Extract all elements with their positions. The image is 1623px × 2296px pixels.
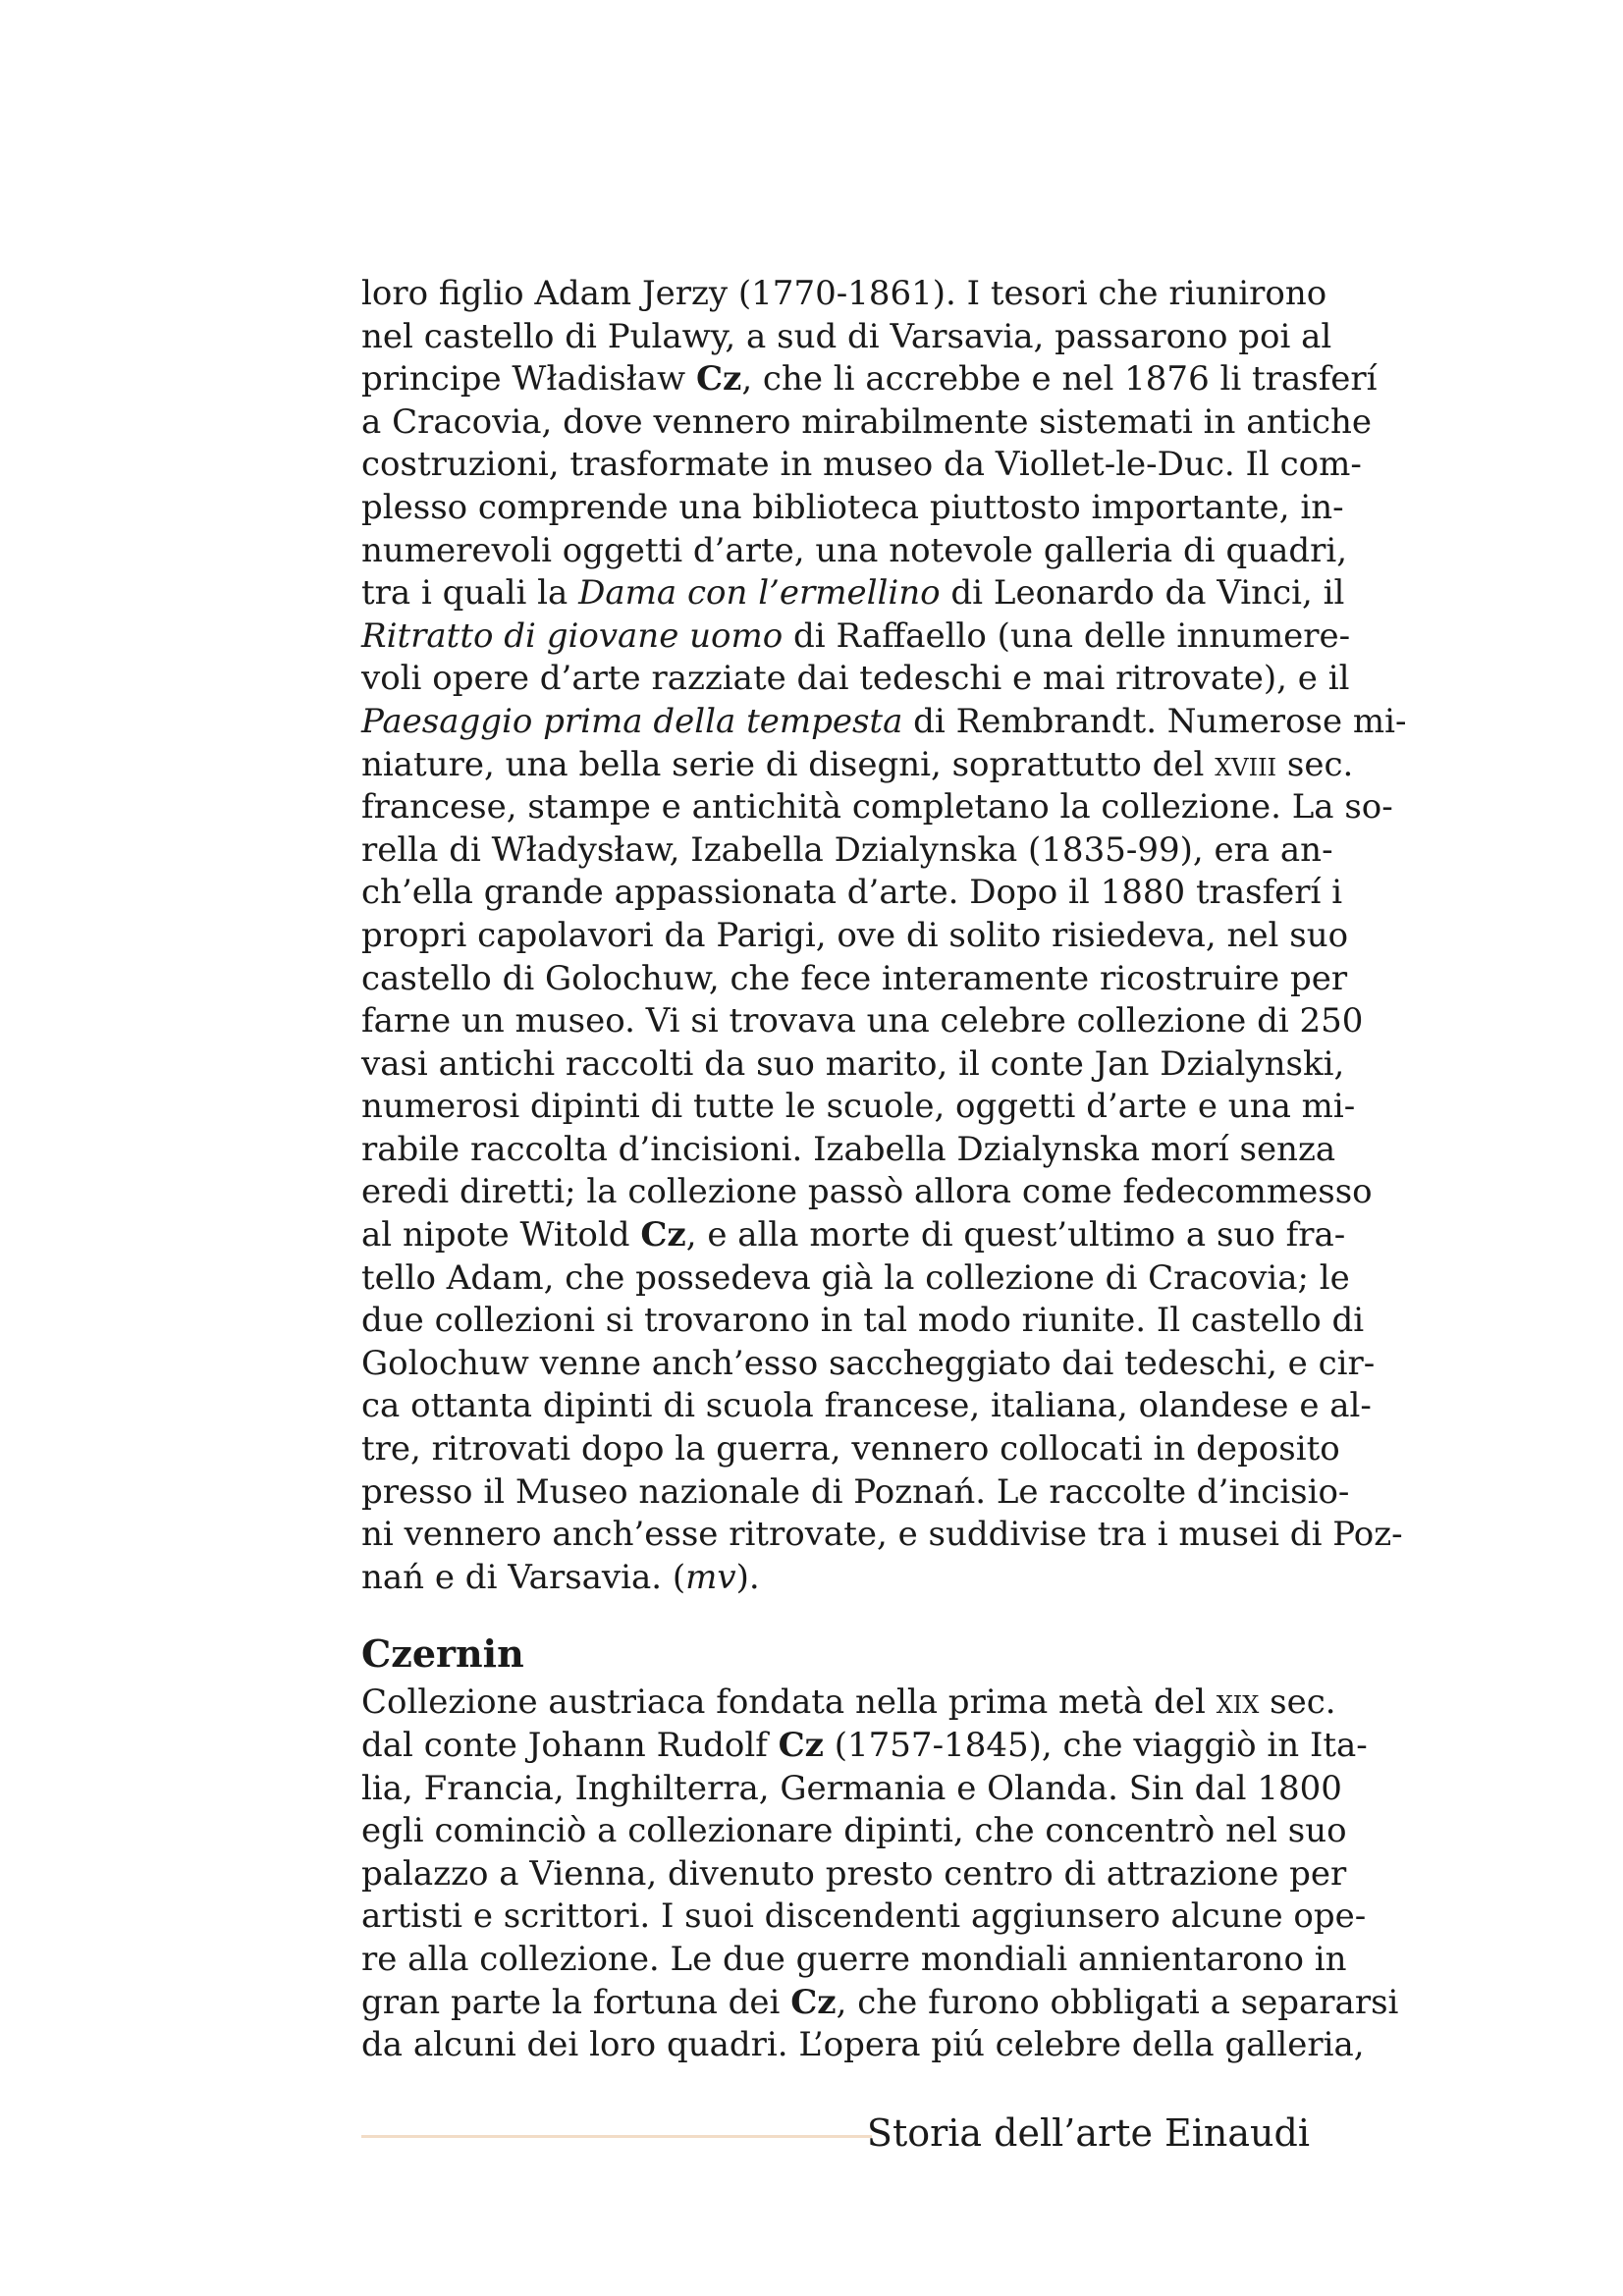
- text-line: [361, 401, 1372, 445]
- text-segment: ni vennero anch’esse ritrovate, e suddivise tra i musei di Poz-: [361, 1515, 1403, 1555]
- footer-rule: [361, 2135, 872, 2138]
- text-segment: , che furono obbligati a separarsi: [836, 1982, 1399, 2022]
- text-segment: dal conte Johann Rudolf: [361, 1726, 779, 1765]
- text-segment: due collezioni si trovarono in tal modo riunite. Il castello di: [361, 1301, 1365, 1341]
- text-line: [361, 615, 1351, 659]
- text-line: [361, 530, 1348, 573]
- text-segment: rella di Władysław, Izabella Dzialynska (1835-99), era an-: [361, 829, 1333, 870]
- text-segment: di Rembrandt. Numerose mi-: [902, 701, 1407, 741]
- text-line: [361, 829, 1333, 873]
- text-line: [361, 2024, 1365, 2067]
- text-column: [361, 273, 1407, 2067]
- text-segment: Collezione austriaca fondata nella prima metà del: [361, 1682, 1217, 1723]
- italic-text: Ritratto di giovane uomo: [361, 615, 784, 656]
- text-segment: nań e di Varsavia. (: [361, 1557, 686, 1597]
- text-segment: re alla collezione. Le due guerre mondiali annientarono in: [361, 1939, 1347, 1979]
- text-segment: numerevoli oggetti d’arte, una notevole galleria di quadri,: [361, 530, 1348, 570]
- text-segment: ch’ella grande appassionata d’arte. Dopo il 1880 trasferí i: [361, 873, 1343, 913]
- bold-text: Cz: [778, 1726, 824, 1765]
- text-line: [361, 1982, 1399, 2025]
- text-segment: tello Adam, che possedeva già la collezione di Cracovia; le: [361, 1257, 1350, 1298]
- text-segment: rabile raccolta d’incisioni. Izabella Dzialynska morí senza: [361, 1129, 1336, 1169]
- text-line: [361, 1257, 1350, 1301]
- footer-title: Storia dell’arte Einaudi: [866, 2111, 1310, 2155]
- text-segment: egli cominciò a collezionare dipinti, che concentrò nel suo: [361, 1811, 1347, 1851]
- text-segment: nel castello di Pulawy, a sud di Varsavia, passarono poi al: [361, 316, 1332, 356]
- text-line: [361, 1043, 1345, 1087]
- text-segment: farne un museo. Vi si trovava una celebre collezione di 250: [361, 1001, 1364, 1041]
- text-segment: palazzo a Vienna, divenuto presto centro di attrazione per: [361, 1853, 1347, 1894]
- text-segment: propri capolavori da Parigi, ove di solito risiedeva, nel suo: [361, 915, 1349, 955]
- text-line: [361, 1171, 1373, 1214]
- text-line: [361, 701, 1407, 744]
- text-line: [361, 1896, 1367, 1939]
- text-segment: al nipote Witold: [361, 1215, 641, 1255]
- text-line: [361, 1682, 1336, 1725]
- text-line: [361, 1428, 1340, 1471]
- text-segment: Golochuw venne anch’esso saccheggiato dai tedeschi, e cir-: [361, 1343, 1376, 1383]
- text-segment: lia, Francia, Inghilterra, Germania e Olanda. Sin dal 1800: [361, 1768, 1342, 1808]
- text-line: [361, 872, 1343, 915]
- bold-text: Cz: [640, 1215, 686, 1255]
- text-segment: principe Władisław: [361, 359, 696, 400]
- text-line: [361, 1000, 1364, 1043]
- text-segment: eredi diretti; la collezione passò allora come fedecommesso: [361, 1172, 1373, 1212]
- italic-text: mv: [685, 1557, 736, 1597]
- text-line: [361, 1810, 1347, 1853]
- text-line: [361, 572, 1345, 615]
- text-segment: sec.: [1276, 744, 1354, 784]
- text-line: [361, 1471, 1350, 1515]
- entry-body: [361, 1682, 1399, 2066]
- text-segment: artisti e scrittori. I suoi discendenti aggiunsero alcune ope-: [361, 1896, 1367, 1937]
- text-segment: , e alla morte di quest’ultimo a suo fra-: [685, 1215, 1346, 1255]
- text-segment: ).: [735, 1557, 760, 1597]
- bold-text: Cz: [695, 359, 742, 400]
- text-line: [361, 1129, 1336, 1172]
- text-segment: (1757-1845), che viaggiò in Ita-: [823, 1726, 1368, 1765]
- text-line: [361, 1086, 1356, 1129]
- text-line: [361, 1514, 1403, 1557]
- text-segment: castello di Golochuw, che fece interamente ricostruire per: [361, 958, 1348, 998]
- text-line: [361, 358, 1378, 401]
- text-line: [361, 1725, 1368, 1768]
- text-segment: voli opere d’arte razziate dai tedeschi e mai ritrovate), e il: [361, 659, 1350, 699]
- text-line: [361, 1214, 1346, 1257]
- text-segment: a Cracovia, dove vennero mirabilmente sistemati in antiche: [361, 401, 1372, 442]
- text-line: [361, 444, 1362, 487]
- text-line: [361, 1939, 1347, 1982]
- text-line: [361, 786, 1393, 829]
- text-line: [361, 1853, 1347, 1896]
- text-line: [361, 958, 1348, 1001]
- text-segment: tre, ritrovati dopo la guerra, vennero collocati in deposito: [361, 1429, 1340, 1469]
- text-segment: niature, una bella serie di disegni, soprattutto del: [361, 744, 1216, 784]
- text-line: [361, 915, 1349, 958]
- text-line: [361, 1300, 1365, 1343]
- text-segment: ca ottanta dipinti di scuola francese, italiana, olandese e al-: [361, 1386, 1372, 1426]
- italic-text: Paesaggio prima della tempesta: [361, 701, 903, 741]
- text-segment: loro figlio Adam Jerzy (1770-1861). I tesori che riunirono: [361, 274, 1327, 313]
- bold-text: Cz: [790, 1982, 837, 2022]
- text-segment: da alcuni dei loro quadri. L’opera piú celebre della galleria,: [361, 2025, 1365, 2065]
- text-segment: numerosi dipinti di tutte le scuole, oggetti d’arte e una mi-: [361, 1087, 1356, 1127]
- text-segment: sec.: [1259, 1682, 1336, 1723]
- text-line: [361, 487, 1344, 530]
- text-line: [361, 658, 1350, 701]
- entry-heading: Czernin: [361, 1631, 524, 1677]
- small-caps-text: xviii: [1215, 744, 1277, 784]
- text-segment: di Raffaello (una delle innumere-: [783, 615, 1351, 656]
- text-segment: costruzioni, trasformate in museo da Viollet-le-Duc. Il com-: [361, 445, 1362, 485]
- text-line: [361, 744, 1354, 787]
- text-segment: , che li accrebbe e nel 1876 li trasferí: [741, 359, 1378, 400]
- text-segment: gran parte la fortuna dei: [361, 1982, 791, 2022]
- text-segment: di Leonardo da Vinci, il: [940, 573, 1345, 614]
- text-line: [361, 1343, 1376, 1386]
- text-line: [361, 1385, 1372, 1428]
- text-segment: tra i quali la: [361, 573, 579, 614]
- text-line: [361, 273, 1327, 316]
- text-line: [361, 316, 1332, 359]
- italic-text: Dama con l’ermellino: [578, 573, 941, 614]
- text-line: [361, 1557, 1310, 1600]
- text-segment: presso il Museo nazionale di Poznań. Le raccolte d’incisio-: [361, 1471, 1350, 1512]
- text-line: [361, 1768, 1342, 1811]
- text-segment: francese, stampe e antichità completano la collezione. La so-: [361, 787, 1393, 828]
- previous-entry-continuation: [361, 273, 1407, 1599]
- small-caps-text: xix: [1216, 1682, 1260, 1723]
- text-segment: plesso comprende una biblioteca piuttosto importante, in-: [361, 487, 1344, 527]
- text-segment: vasi antichi raccolti da suo marito, il conte Jan Dzialynski,: [361, 1043, 1345, 1084]
